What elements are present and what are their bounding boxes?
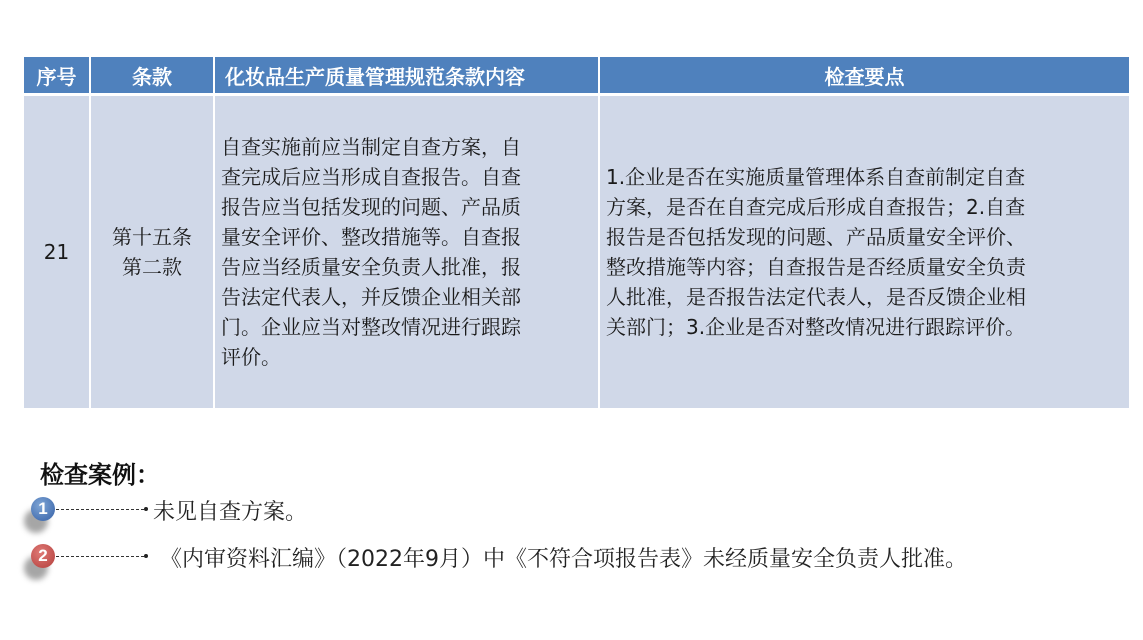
case-text: 《内审资料汇编》（2022年9月）中《不符合项报告表》未经质量安全负责人批准。 xyxy=(160,547,967,572)
points-line: 报告是否包括发现的问题、产品质量安全评价、 xyxy=(606,225,1026,249)
regulation-table xyxy=(24,57,1129,408)
cell-clause xyxy=(90,95,214,409)
table-row xyxy=(24,95,1129,409)
case-item xyxy=(22,497,1122,533)
cell-points xyxy=(599,95,1129,409)
number-badge-icon xyxy=(22,544,62,584)
leader-dot-icon xyxy=(144,507,148,511)
points-line: 1.企业是否在实施质量管理体系自查前制定自查 xyxy=(606,165,1026,189)
content-line: 报告应当包括发现的问题、产品质 xyxy=(221,195,521,219)
content-line: 告应当经质量安全负责人批准，报 xyxy=(221,255,521,279)
leader-dot-icon xyxy=(144,554,148,558)
dotted-leader xyxy=(56,556,144,557)
dotted-leader xyxy=(56,509,144,510)
cases-title: 检查案例： xyxy=(40,461,160,489)
points-line: 整改措施等内容；自查报告是否经质量安全负责 xyxy=(606,255,1026,279)
case-text: 未见自查方案。 xyxy=(153,500,308,525)
case-item xyxy=(22,544,1122,580)
number-badge-icon xyxy=(22,497,62,537)
clause-line: 第十五条 xyxy=(112,225,192,249)
header-points: 检查要点 xyxy=(599,57,1129,95)
header-content: 化妆品生产质量管理规范条款内容 xyxy=(214,57,599,95)
content-line: 告法定代表人，并反馈企业相关部 xyxy=(221,285,521,309)
cell-content xyxy=(214,95,599,409)
header-clause: 条款 xyxy=(90,57,214,95)
table-header-row xyxy=(24,57,1129,95)
content-line: 门。企业应当对整改情况进行跟踪 xyxy=(221,315,521,339)
content-line: 查完成后应当形成自查报告。自查 xyxy=(221,165,521,189)
content-line: 量安全评价、整改措施等。自查报 xyxy=(221,225,521,249)
points-line: 关部门；3.企业是否对整改情况进行跟踪评价。 xyxy=(606,315,1026,339)
badge-number: 2 xyxy=(31,544,55,568)
points-line: 方案，是否在自查完成后形成自查报告；2.自查 xyxy=(606,195,1026,219)
points-line: 人批准，是否报告法定代表人，是否反馈企业相 xyxy=(606,285,1026,309)
badge-number: 1 xyxy=(31,497,55,521)
content-line: 评价。 xyxy=(221,345,281,369)
clause-line: 第二款 xyxy=(122,255,182,279)
content-line: 自查实施前应当制定自查方案，自 xyxy=(221,135,521,159)
cell-no: 21 xyxy=(24,95,90,409)
header-no: 序号 xyxy=(24,57,90,95)
